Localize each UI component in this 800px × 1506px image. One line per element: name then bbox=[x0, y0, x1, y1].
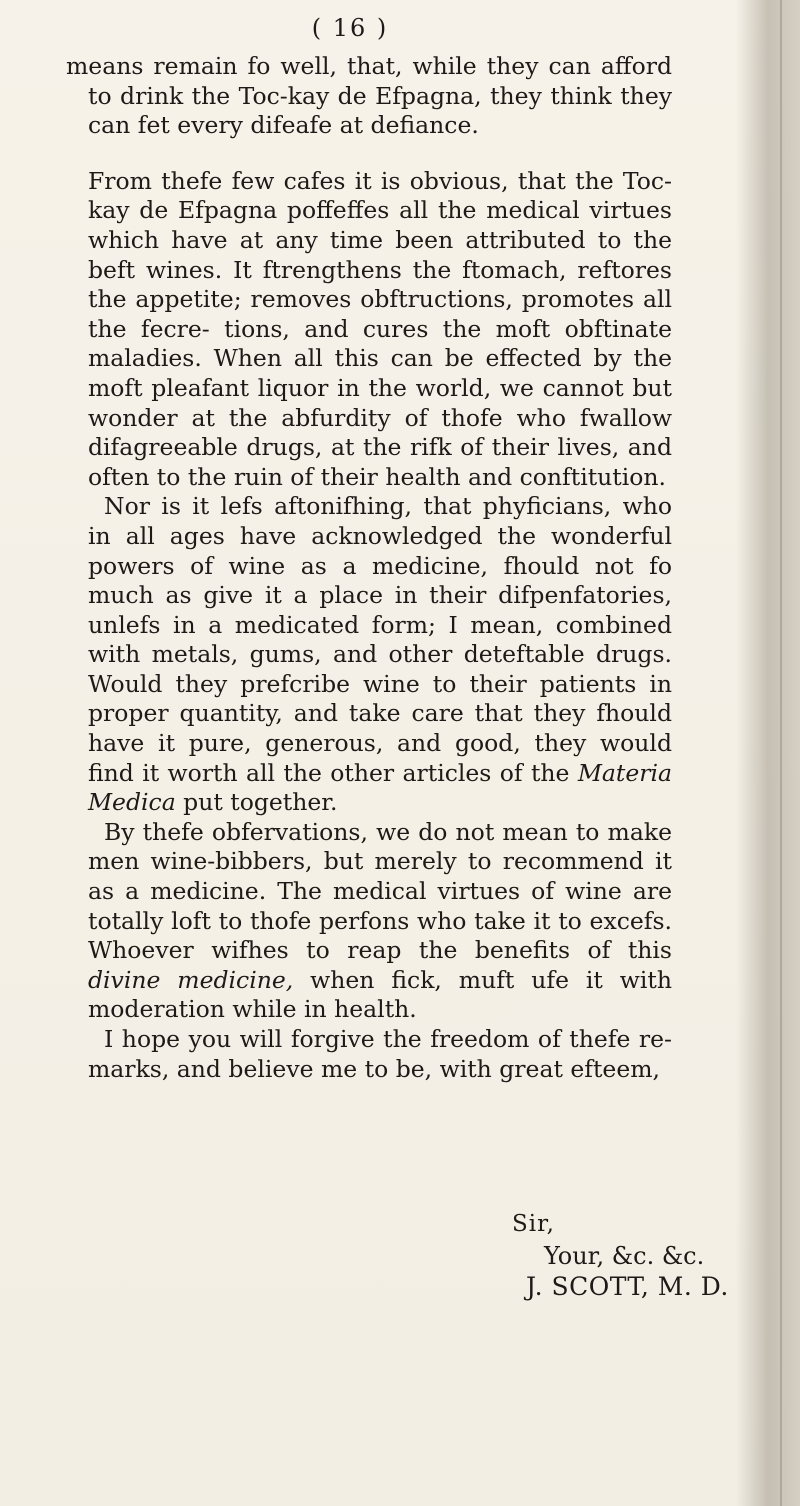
paragraph-2-text: From thefe few cafes it is obvious, that the Toc-kay de Efpagna poffeffes all the medical virtues which have at any time been attributed to the beft wines. It ftrengthens the ftomach, reftores the appetite; removes obftructions, promotes all the fecre- tions, and cures the moft obftinate maladies. When all this can be effected by the moft pleafant liquor in the world, we cannot but wonder at the abfurdity of thofe who fwallow difagreeable drugs, at the rifk of their lives, and often to the ruin of their health and conftitution. bbox=[88, 166, 672, 491]
paragraph-3 bbox=[88, 492, 672, 818]
salutation: Sir, bbox=[512, 1211, 555, 1237]
paragraph-4-text-a: By thefe obfervations, we do not mean to make men wine-bibbers, but merely to recommend it as a medicine. The medical virtues of wine are totally loft to thofe perfons who take it to excefs. Whoever wifhes to reap the benefits of this bbox=[88, 817, 672, 965]
paragraph-3-text-a: Nor is it lefs aftonifhing, that phyficians, who in all ages have acknowledged the wonderful powers of wine as a medicine, fhould not fo much as give it a place in their difpenfatories, unlefs in a medicated form; I mean, combined with metals, gums, and other deteftable drugs. Would they prefcribe wine to their patients in proper quantity, and take care that they fhould have it pure, generous, and good, they would find it worth all the other articles of the bbox=[88, 492, 672, 787]
closing-formula: Your, &c. &c. bbox=[544, 1242, 705, 1270]
paragraph-3-text-b: put together. bbox=[175, 788, 338, 817]
paragraph-2 bbox=[88, 167, 672, 493]
paragraph-4-text-b: when fick, muft ufe it with moderation while in health. bbox=[88, 965, 672, 1024]
paragraph-1 bbox=[66, 52, 672, 141]
signature: J. SCOTT, M. D. bbox=[526, 1272, 729, 1301]
letter-body bbox=[66, 52, 672, 1084]
paragraph-3-italic: Materia Medica bbox=[88, 758, 672, 817]
paragraph-4-italic: divine medicine, bbox=[88, 965, 294, 994]
paragraph-1-text: means remain fo well, that, while they can afford to drink the Toc-kay de Efpagna, they think they can fet every difeafe at defiance. bbox=[66, 52, 672, 140]
paragraph-5 bbox=[88, 1025, 672, 1084]
page-edge-shadow bbox=[780, 0, 782, 1506]
paragraph-4 bbox=[88, 818, 672, 1025]
page-number: ( 16 ) bbox=[311, 14, 389, 42]
paragraph-5-text: I hope you will forgive the freedom of thefe re- marks, and believe me to be, with great efteem, bbox=[88, 1025, 672, 1083]
